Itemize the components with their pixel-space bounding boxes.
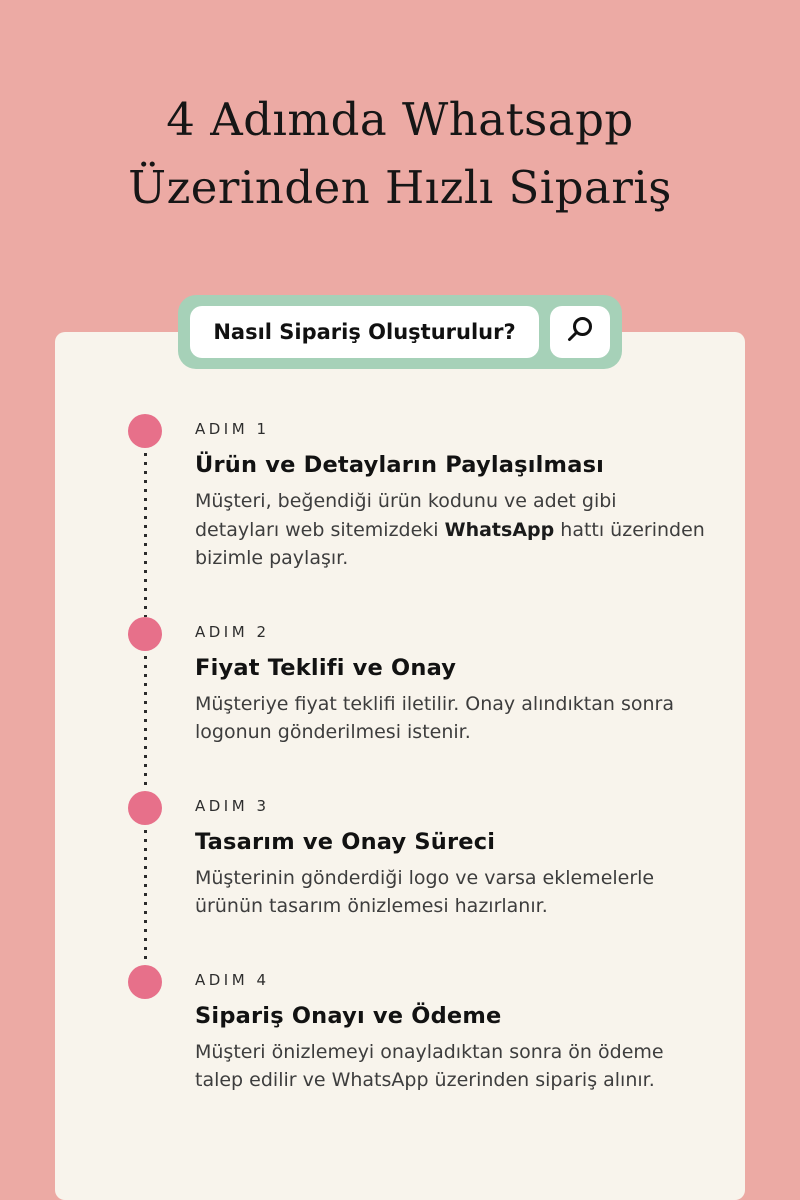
step-content [195,617,705,791]
step-rail [127,617,163,791]
step-content [195,965,705,1095]
step-label: ADIM 1 [195,420,270,438]
steps-card [55,332,745,1200]
step-label: ADIM 2 [195,622,270,641]
step-dot [128,965,162,999]
timeline-dotted-line [144,656,147,791]
step-item [127,414,705,617]
search-bar [178,295,622,369]
timeline-dotted-line [144,830,147,965]
timeline-dotted-line [144,453,147,617]
search-input[interactable] [190,306,539,358]
search-button[interactable] [550,306,610,358]
step-rail [127,965,163,1095]
step-body: Müşteri, beğendiği ürün kodunu ve adet gibi detayları web sitemizdeki WhatsApp hattı üzerinden bizimle paylaşır. [195,490,705,569]
page-title-line2: Üzerinden Hızlı Sipariş [128,160,672,214]
magnifier-icon [564,314,596,350]
step-dot [128,791,162,825]
step-heading: Tasarım ve Onay Süreci [195,828,496,855]
step-content [195,791,705,965]
page-title-line1: 4 Adımda Whatsapp [166,93,634,146]
step-dot [128,414,162,448]
step-dot [128,617,162,651]
step-heading: Sipariş Onayı ve Ödeme [195,1002,502,1029]
step-item [127,791,705,965]
step-content [195,414,705,617]
step-rail [127,414,163,617]
step-item [127,617,705,791]
search-label: Nasıl Sipariş Oluşturulur? [213,320,516,344]
step-item [127,965,705,1095]
step-heading: Ürün ve Detayların Paylaşılması [195,452,605,478]
step-body: Müşterinin gönderdiği logo ve varsa eklemelerle ürünün tasarım önizlemesi hazırlanır. [195,866,655,917]
steps-list [127,414,705,1095]
page-title [0,86,800,221]
step-label: ADIM 3 [195,796,270,815]
step-rail [127,791,163,965]
step-body: Müşteri önizlemeyi onayladıktan sonra ön ödeme talep edilir ve WhatsApp üzerinden sipariş alınır. [195,1040,664,1091]
step-body: Müşteriye fiyat teklifi iletilir. Onay alındıktan sonra logonun gönderilmesi istenir. [195,692,674,743]
step-heading: Fiyat Teklifi ve Onay [195,654,457,681]
step-label: ADIM 4 [195,970,270,989]
